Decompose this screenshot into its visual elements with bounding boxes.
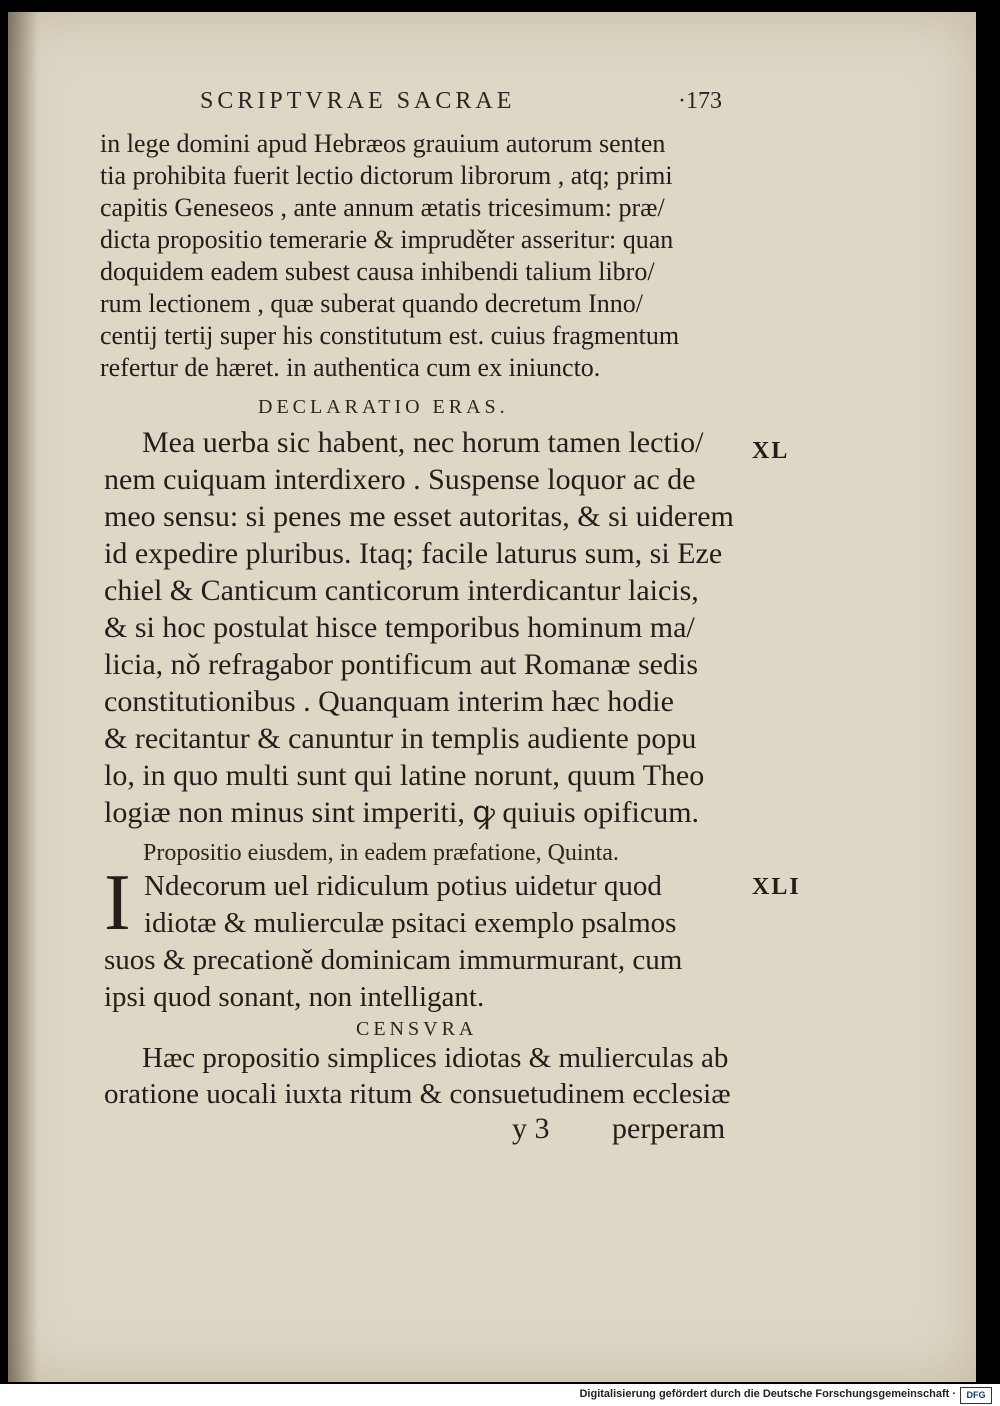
text-line: ipsi quod sonant, non intelligant.	[104, 981, 485, 1013]
text-line: refertur de hæret. in authentica cum ex iniuncto.	[100, 353, 601, 382]
text-line: oratione uocali iuxta ritum & consuetudinem ecclesiæ	[104, 1078, 731, 1110]
running-header: SCRIPTVRAE SACRAE	[200, 88, 516, 114]
censura-paragraph	[104, 1040, 731, 1112]
declaratio-paragraph	[104, 424, 734, 831]
text-line: rum lectionem , quæ suberat quando decretum Inno/	[100, 289, 643, 318]
text-line: tia prohibita fuerit lectio dictorum librorum , atq; primi	[100, 161, 673, 190]
text-line: constitutionibus . Quanquam interim hæc hodie	[104, 685, 674, 718]
dfg-logo: DFG	[960, 1387, 992, 1404]
text-line: Hæc propositio simplices idiotas & mulierculas ab	[142, 1042, 729, 1074]
propositio-paragraph	[104, 859, 683, 1016]
top-paragraph	[100, 128, 679, 384]
margin-note-xl: XL	[752, 438, 790, 464]
funding-credit: Digitalisierung gefördert durch die Deutsche Forschungsgemeinschaft ·	[579, 1388, 956, 1400]
page-number: ·173	[678, 88, 722, 114]
text-line: idiotæ & mulierculæ psitaci exemplo psalmos	[144, 907, 677, 939]
text-line: Mea uerba sic habent, nec horum tamen lectio/	[142, 426, 704, 459]
page-edge-shadow	[8, 12, 38, 1382]
text-line: chiel & Canticum canticorum interdicantur laicis,	[104, 574, 699, 607]
text-line: doquidem eadem subest causa inhibendi talium libro/	[100, 257, 655, 286]
text-line: lo, in quo multi sunt qui latine norunt, quum Theo	[104, 759, 705, 792]
text-line: logiæ non minus sint imperiti, ꝙ quiuis opificum.	[104, 796, 700, 829]
signature-mark: y 3	[512, 1112, 550, 1145]
text-line: capitis Geneseos , ante annum ætatis tricesimum: præ/	[100, 193, 665, 222]
text-line: in lege domini apud Hebræos grauium autorum senten	[100, 129, 666, 158]
catchword: perperam	[612, 1112, 726, 1145]
text-line: & recitantur & canuntur in templis audiente popu	[104, 722, 697, 755]
text-line: centij tertij super his constitutum est. cuius fragmentum	[100, 321, 680, 350]
text-line: suos & precationě dominicam immurmurant, cum	[104, 944, 683, 976]
text-line: id expedire pluribus. Itaq; facile laturus sum, si Eze	[104, 537, 723, 570]
text-line: & si hoc postulat hisce temporibus hominum ma/	[104, 611, 695, 644]
declaratio-heading: DECLARATIO ERAS.	[258, 396, 509, 418]
propositio-heading: Propositio eiusdem, in eadem præfatione, Quinta.	[143, 840, 619, 866]
margin-note-xli: XLI	[752, 874, 801, 900]
text-line: Ndecorum uel ridiculum potius uidetur quod	[144, 870, 662, 902]
censura-heading: CENSVRA	[356, 1018, 478, 1040]
text-line: nem cuiquam interdixero . Suspense loquor ac de	[104, 463, 696, 496]
drop-capital: I	[104, 859, 131, 947]
text-line: dicta propositio temerarie & impruděter asseritur: quan	[100, 225, 674, 254]
text-line: meo sensu: si penes me esset autoritas, & si uiderem	[104, 500, 734, 533]
text-line: licia, nǒ refragabor pontificum aut Romanæ sedis	[104, 648, 699, 681]
